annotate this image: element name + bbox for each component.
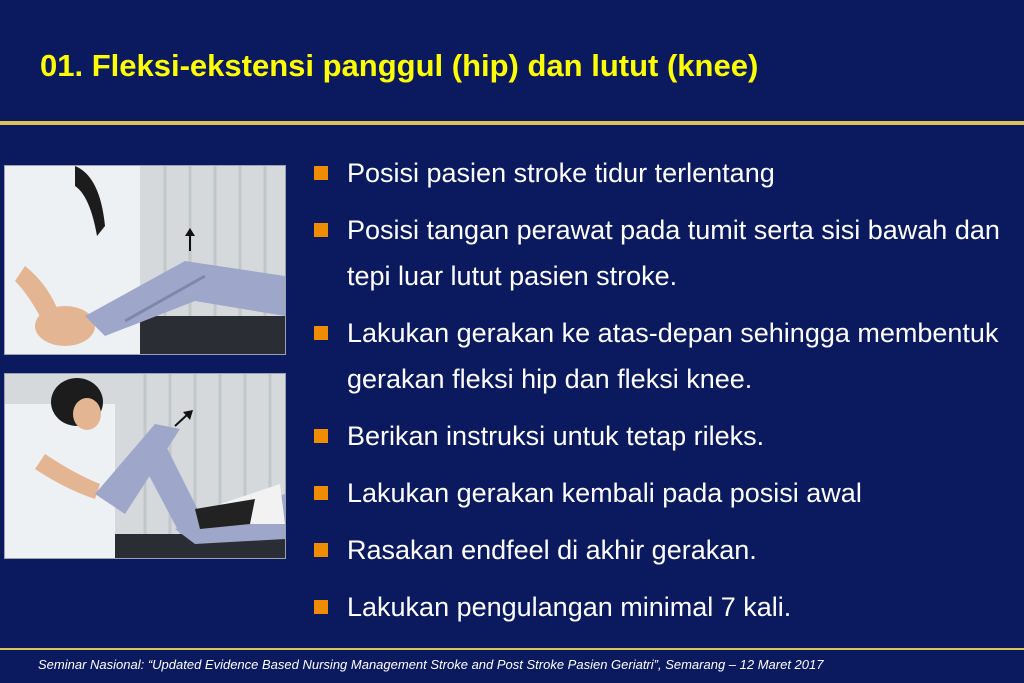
- bullet-item: [314, 527, 1014, 573]
- bullet-square-icon: [314, 486, 328, 500]
- bullet-square-icon: [314, 429, 328, 443]
- bullet-item: [314, 584, 1014, 630]
- bullet-item: [314, 413, 1014, 459]
- slide-title: 01. Fleksi-ekstensi panggul (hip) dan lutut (knee): [40, 48, 759, 83]
- bullet-text: Lakukan gerakan ke atas-depan sehingga membentuk gerakan fleksi hip dan fleksi knee.: [347, 318, 999, 394]
- photo-leg-flexed-position: [4, 373, 286, 559]
- footer-citation: Seminar Nasional: “Updated Evidence Based Nursing Management Stroke and Post Stroke Pasien Geriatri”, Semarang – 12 Maret 2017: [38, 657, 824, 672]
- bullet-square-icon: [314, 600, 328, 614]
- bullet-square-icon: [314, 223, 328, 237]
- bullet-list: [314, 150, 1014, 641]
- footer-divider: [0, 648, 1024, 650]
- bullet-square-icon: [314, 326, 328, 340]
- bullet-item: [314, 470, 1014, 516]
- title-divider: [0, 121, 1024, 125]
- bullet-text: Rasakan endfeel di akhir gerakan.: [347, 535, 757, 565]
- bullet-text: Berikan instruksi untuk tetap rileks.: [347, 421, 765, 451]
- photo-leg-start-position: [4, 165, 286, 355]
- bullet-square-icon: [314, 166, 328, 180]
- bullet-item: [314, 150, 1014, 196]
- bullet-square-icon: [314, 543, 328, 557]
- bullet-text: Posisi pasien stroke tidur terlentang: [347, 158, 775, 188]
- bullet-text: Posisi tangan perawat pada tumit serta sisi bawah dan tepi luar lutut pasien stroke.: [347, 215, 1000, 291]
- bullet-item: [314, 310, 1014, 402]
- bullet-text: Lakukan pengulangan minimal 7 kali.: [347, 592, 792, 622]
- bullet-text: Lakukan gerakan kembali pada posisi awal: [347, 478, 862, 508]
- bullet-item: [314, 207, 1014, 299]
